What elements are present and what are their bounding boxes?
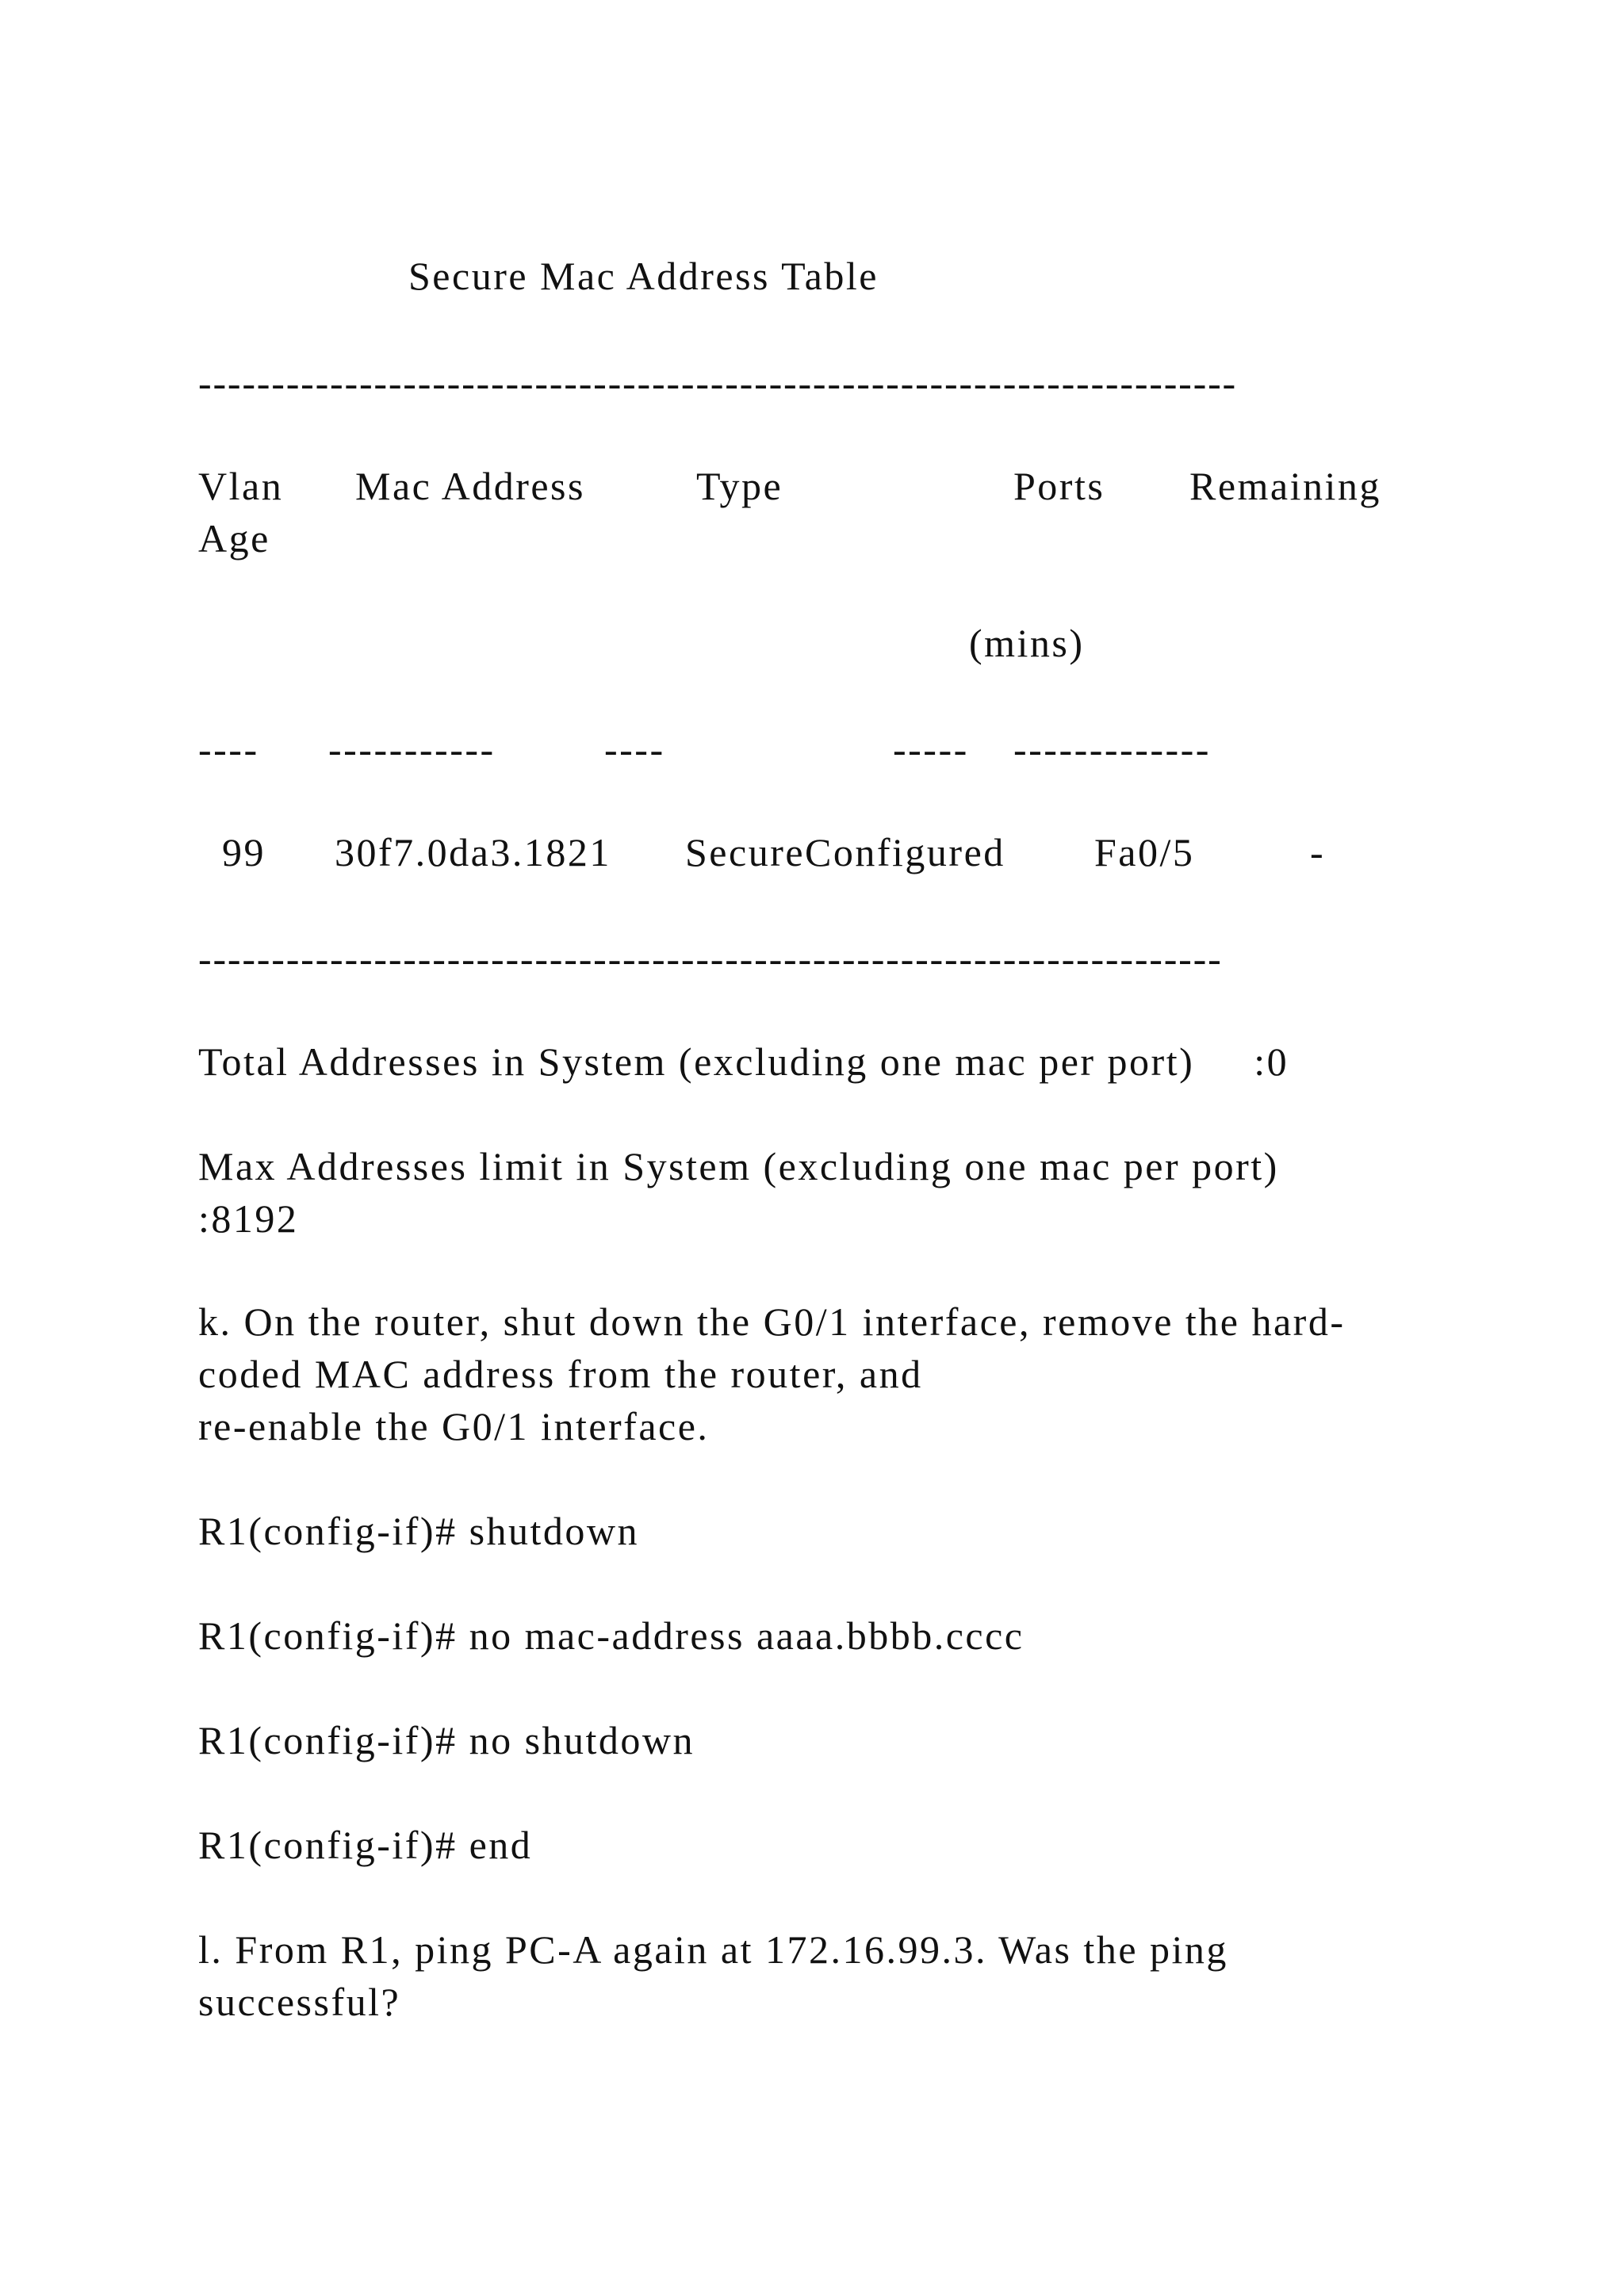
command-end: R1(config-if)# end [198, 1823, 533, 1867]
table-bottom-rule: ---------------------------------------------------------------------- [198, 936, 1223, 981]
dash-ports: ----- [893, 727, 969, 771]
step-k-line-1: k. On the router, shut down the G0/1 interface, remove the hard- [198, 1299, 1346, 1344]
dash-remaining: ------------- [1013, 727, 1211, 771]
command-shutdown: R1(config-if)# shutdown [198, 1509, 640, 1553]
command-no-shutdown: R1(config-if)# no shutdown [198, 1718, 695, 1762]
total-addresses-line: Total Addresses in System (excluding one mac per port) :0 [198, 1039, 1289, 1084]
header-mins: (mins) [969, 621, 1085, 665]
row-type: SecureConfigured [685, 830, 1005, 874]
table-title: Secure Mac Address Table [408, 254, 879, 298]
dash-type: ---- [604, 727, 665, 771]
table-top-rule: ----------------------------------------------------------------------- [198, 361, 1237, 405]
header-mac-address: Mac Address [355, 464, 585, 508]
dash-mac-address: ----------- [328, 727, 496, 771]
dash-vlan: ---- [198, 727, 259, 771]
header-ports: Ports [1013, 464, 1105, 508]
header-vlan: Vlan [198, 464, 284, 508]
header-age: Age [198, 516, 270, 561]
max-addresses-value: :8192 [198, 1196, 299, 1241]
row-mac-address: 30f7.0da3.1821 [335, 830, 611, 874]
row-remaining-age: - [1310, 830, 1326, 874]
header-remaining: Remaining [1189, 464, 1381, 508]
row-vlan: 99 [222, 830, 266, 874]
max-addresses-line: Max Addresses limit in System (excluding one mac per port) [198, 1144, 1279, 1188]
row-port: Fa0/5 [1094, 830, 1195, 874]
header-type: Type [696, 464, 783, 508]
step-l-line-2: successful? [198, 1980, 401, 2024]
step-k-line-2: coded MAC address from the router, and [198, 1352, 923, 1396]
command-no-mac-address: R1(config-if)# no mac-address aaaa.bbbb.cccc [198, 1613, 1025, 1658]
step-l-line-1: l. From R1, ping PC-A again at 172.16.99.3. Was the ping [198, 1927, 1228, 1972]
step-k-line-3: re-enable the G0/1 interface. [198, 1404, 710, 1448]
